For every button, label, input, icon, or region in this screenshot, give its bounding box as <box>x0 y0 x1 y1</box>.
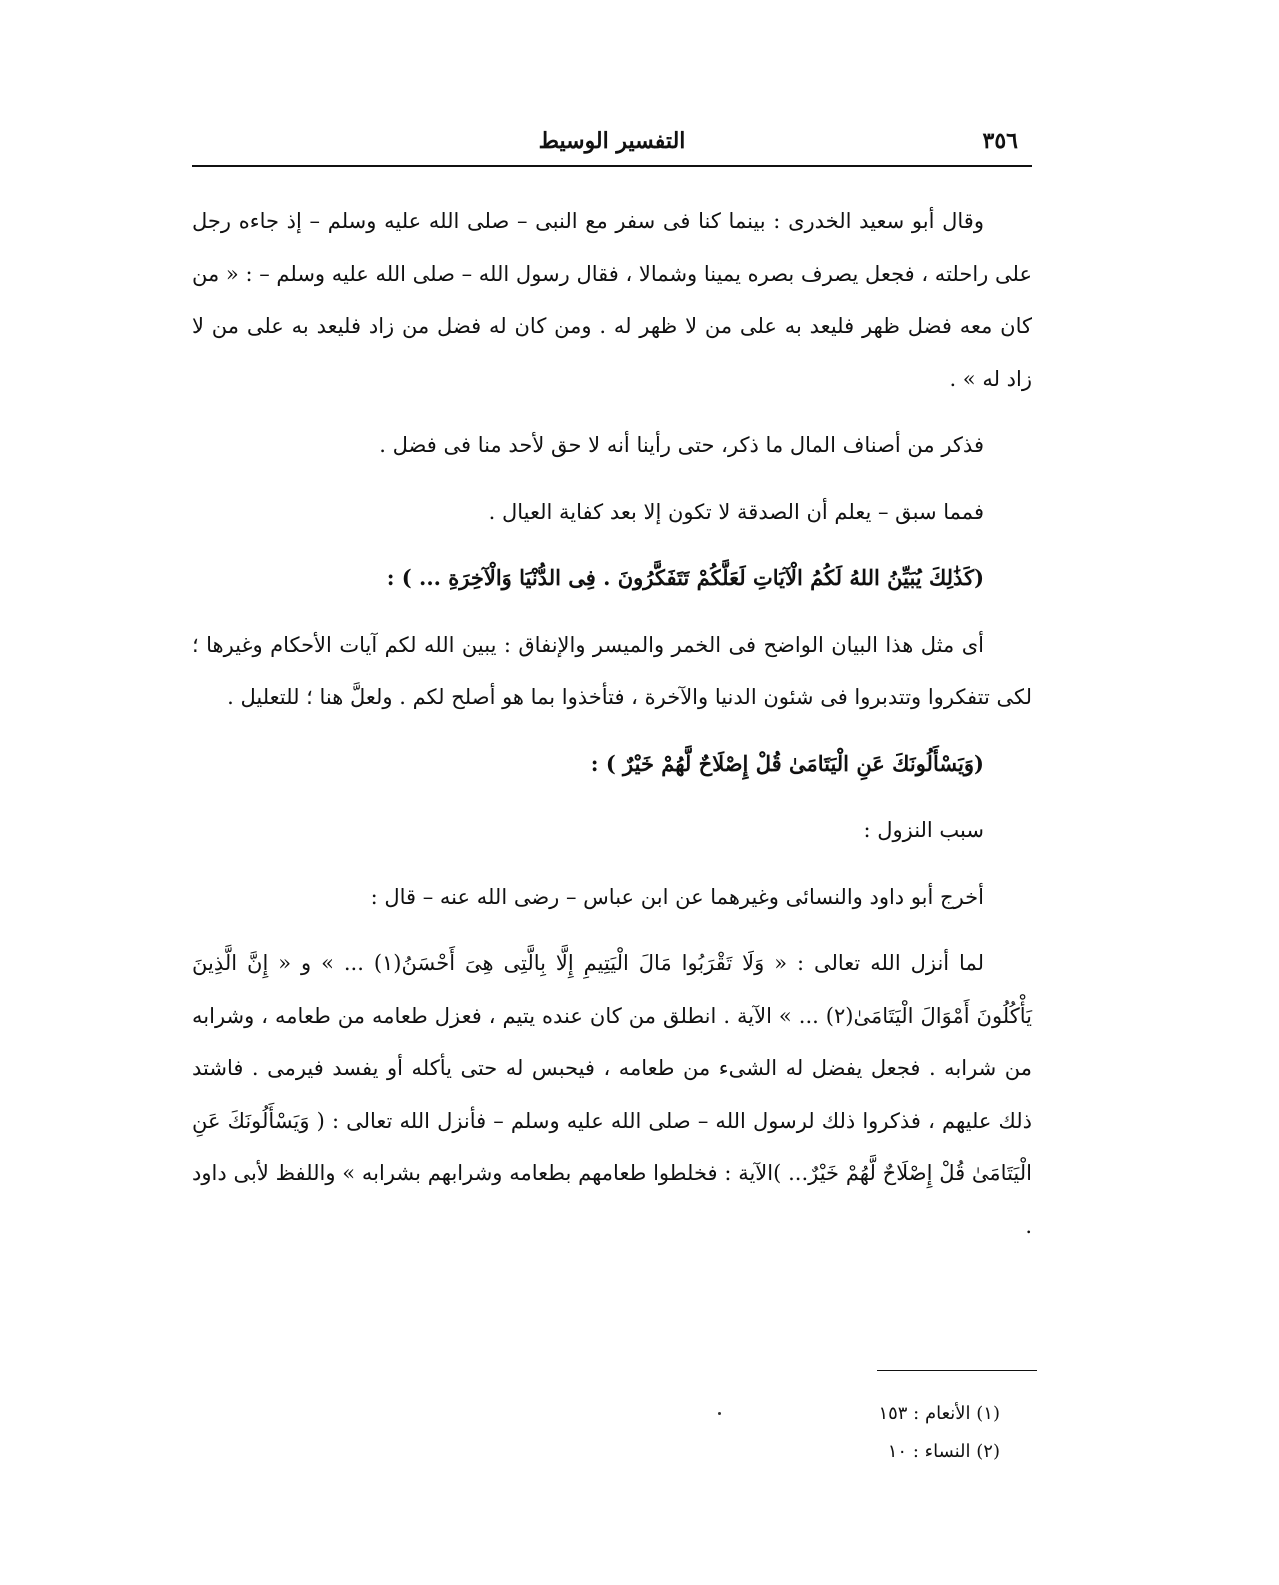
paragraph-isnad: أخرج أبو داود والنسائى وغيرهما عن ابن عباس – رضى الله عنه – قال : <box>370 884 984 909</box>
body-text <box>192 195 1032 1252</box>
paragraph-narration: فذكر من أصناف المال ما ذكر، حتى رأينا أنه لا حق لأحد منا فى فضل . <box>379 433 984 457</box>
paragraph-explanation: أى مثل هذا البيان الواضح فى الخمر والميسر والإنفاق : يبين الله لكم آيات الأحكام وغيرها ؛ لكى تتفكروا وتتدبروا فى شئون الدنيا والآخرة ، فتأخذوا بما هو أصلح لكم . ولعلَّ هنا ؛ للتعليل . <box>192 632 1032 709</box>
paragraph-reason: لما أنزل الله تعالى : « وَلَا تَقْرَبُوا مَالَ الْيَتِيمِ إِلَّا بِالَّتِى هِىَ أَحْسَنُ(١) ... » و « إِنَّ الَّذِينَ يَأْكُلُونَ أَمْوَالَ الْيَتَامَىٰ(٢) ... » الآية . انطلق من كان عنده يتيم ، فعزل طعامه من طعامه ، وشرابه من شرابه . فجعل يفضل له الشىء من طعامه ، فيحبس له حتى يأكله أو يفسد فيرمى . فاشتد ذلك عليهم ، فذكروا ذلك لرسول الله – صلى الله عليه وسلم – فأنزل الله تعالى : ( وَيَسْأَلُونَكَ عَنِ الْيَتَامَىٰ قُلْ إِصْلَاحٌ لَّهُمْ خَيْرٌ... )الآية : فخلطوا طعامهم بطعامه وشرابهم بشرابه » واللفظ لأبى داود . <box>192 951 1032 1238</box>
footnotes <box>700 1395 1000 1471</box>
section-heading: سبب النزول : <box>863 818 984 842</box>
footnote: (١) الأنعام : ١٥٣ <box>878 1403 1000 1424</box>
scan-speck <box>718 1412 721 1415</box>
verse-quote: (وَيَسْأَلُونَكَ عَنِ الْيَتَامَىٰ قُلْ إِصْلَاحٌ لَّهُمْ خَيْرٌ ) : <box>590 750 984 776</box>
footnote: (٢) النساء : ١٠ <box>887 1441 1000 1462</box>
verse-quote: (كَذَٰلِكَ يُبَيِّنُ اللهُ لَكُمُ الْآيَاتِ لَعَلَّكُمْ تَتَفَكَّرُونَ . فِى الدُّنْيَا وَالْآخِرَةِ ... ) : <box>386 565 984 590</box>
page-number: ٣٥٦ <box>982 128 1018 154</box>
header-rule <box>192 165 1032 167</box>
footnote-rule <box>877 1370 1037 1371</box>
page-header <box>192 118 1032 168</box>
paragraph-hadith: وقال أبو سعيد الخدرى : بينما كنا فى سفر مع النبى – صلى الله عليه وسلم – إذ جاءه رجل على راحلته ، فجعل يصرف بصره يمينا وشمالا ، فقال رسول الله – صلى الله عليه وسلم – : « من كان معه فضل ظهر فليعد به على من لا ظهر له . ومن كان له فضل من زاد فليعد به على من لا زاد له » . <box>192 209 1032 391</box>
paragraph-conclusion: فمما سبق – يعلم أن الصدقة لا تكون إلا بعد كفاية العيال . <box>488 499 984 524</box>
running-title: التفسير الوسيط <box>538 128 686 154</box>
